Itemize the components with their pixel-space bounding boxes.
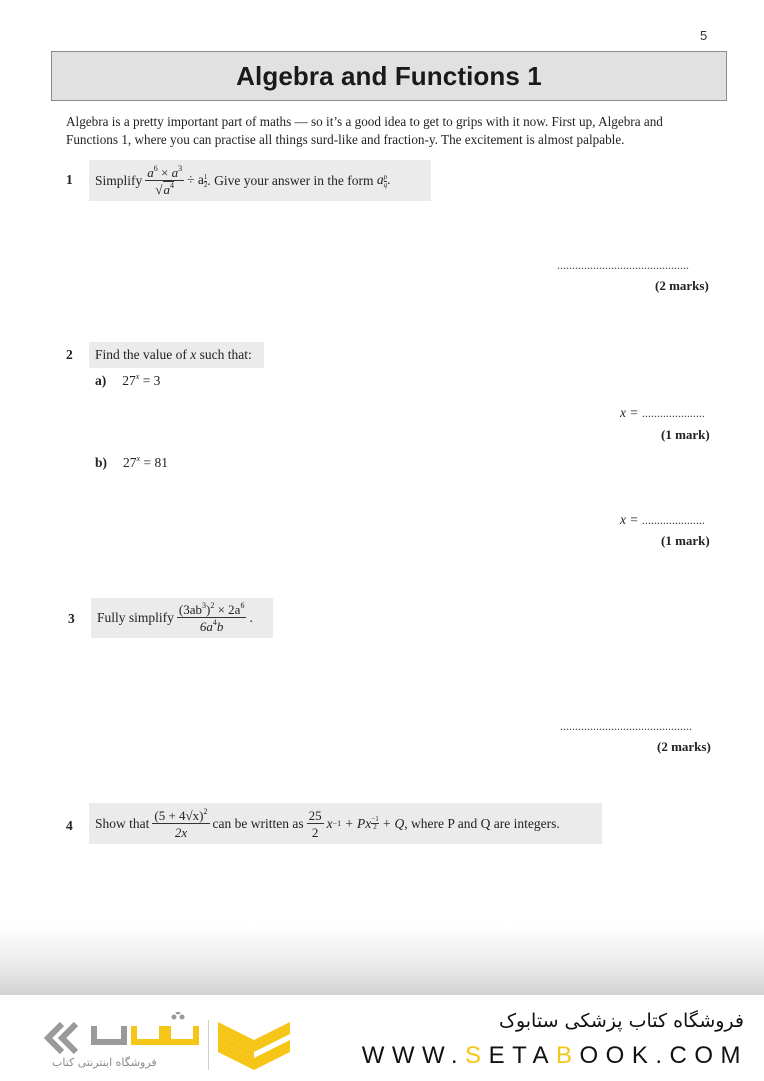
question-1-divisor: ÷ a $\frac{1}{2}$ xyxy=(187,172,208,189)
question-2a: a) 27$^x$ = 3 xyxy=(95,372,161,388)
question-1-answer-line[interactable]: ............................................ xyxy=(557,258,689,272)
question-1-answer-form: a $\frac{p}{q}$ . xyxy=(376,172,391,189)
question-1-number: 1 xyxy=(66,172,73,187)
question-1-fraction: $\frac{a^6 \times a^3}{√a^4}$ xyxy=(147,163,183,197)
chapter-title: Algebra and Functions 1 xyxy=(236,60,542,91)
footer-fade xyxy=(0,925,764,995)
page-number: 5 xyxy=(700,28,708,43)
logo-chevrons-icon xyxy=(40,1018,88,1058)
question-2a-answer[interactable]: x = ..................... xyxy=(620,405,705,420)
question-1-tail: . Give your answer in the form xyxy=(207,172,374,188)
question-2b: b) 27$^x$ = 81 xyxy=(95,454,168,470)
store-url[interactable]: WWW.SETABOOK.COM xyxy=(361,1042,748,1069)
question-1-box xyxy=(89,160,431,201)
logo-emblem-icon xyxy=(218,1018,290,1076)
question-3-box: Fully simplify $\frac{(3ab^3)^2 \times 2a^6}{6a^4b}$ . xyxy=(91,598,273,638)
logo-subtitle: فروشگاه اینترنتی کتاب xyxy=(52,1056,157,1069)
store-name: فروشگاه کتاب پزشکی ستابوک xyxy=(498,1010,744,1032)
question-2-number: 2 xyxy=(66,347,73,362)
question-4-coefficient: $\frac{25}{2}$ xyxy=(308,807,322,840)
question-2-box: Find the value of x such that: xyxy=(89,342,264,368)
question-3-marks: (2 marks) xyxy=(657,739,711,754)
question-2b-answer[interactable]: x = ..................... xyxy=(620,512,705,527)
logo-wordmark-icon xyxy=(90,1012,200,1054)
question-1-marks: (2 marks) xyxy=(655,278,709,293)
chapter-title-box xyxy=(51,51,727,101)
question-4-box: Show that $\frac{(5 + 4√x)^2}{2x}$ can be written as $\frac{25}{2}$ x −1 + Px −1 2 + Q , where P and Q are integers. xyxy=(89,803,602,844)
question-1-lead: Simplify xyxy=(95,172,143,188)
question-3-fraction: $\frac{(3ab^3)^2 \times 2a^6}{6a^4b}$ xyxy=(178,601,245,634)
question-4-fraction: $\frac{(5 + 4√x)^2}{2x}$ xyxy=(154,806,208,840)
question-2b-marks: (1 mark) xyxy=(661,533,710,548)
question-2a-marks: (1 mark) xyxy=(661,427,710,442)
logo-divider xyxy=(208,1020,209,1070)
intro-paragraph: Algebra is a pretty important part of maths — so it’s a good idea to get to grips with it now. First up, Algebra and Functions 1, where you can practise all things surd-like and fraction-y. The excitement is almost palpable. xyxy=(66,114,663,147)
question-3-answer-line[interactable]: ............................................ xyxy=(560,719,692,733)
question-3-number: 3 xyxy=(68,611,75,626)
question-4-number: 4 xyxy=(66,818,73,833)
